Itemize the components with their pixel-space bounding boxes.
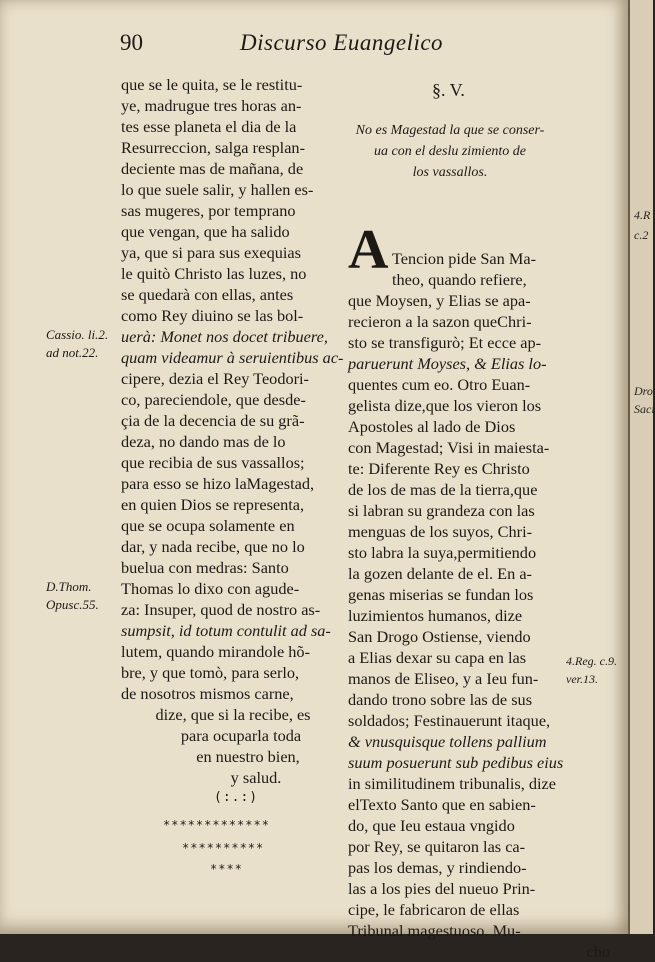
summary-line: ua con el deslu zimiento de — [373, 144, 527, 159]
page-number: 90 — [120, 30, 143, 55]
running-title: Discurso Euangelico — [240, 30, 444, 55]
margin-note-cassiodorus — [46, 326, 108, 362]
facing-page-note: Dro — [634, 384, 653, 398]
text-line: dar, y nada recibe, que no lo — [121, 537, 305, 556]
margin-note-thomas — [46, 578, 99, 614]
text-line: en quien Dios se representa, — [121, 495, 305, 514]
text-line: soldados; Festinauerunt itaque, — [348, 711, 551, 730]
text-line: cipe, le fabricaron de ellas — [348, 900, 520, 919]
text-line: la gozen delante de el. En a- — [348, 564, 532, 583]
section-mark: §. V. — [432, 80, 465, 100]
text-line: ya, que si para sus exequias — [121, 243, 301, 262]
text-line: çia de la decencia de su grã- — [121, 411, 305, 430]
facing-page-note: Saci — [634, 402, 655, 416]
text-line: le quitò Christo las luzes, no — [121, 264, 307, 283]
text-line: en nuestro bien, — [196, 747, 300, 766]
text-line: gelista dize,que los vieron los — [348, 396, 542, 415]
text-line: recieron a la sazon queChri- — [348, 312, 532, 331]
ornament-line: **** — [210, 862, 243, 876]
text-line: manos de Eliseo, y a Ieu fun- — [348, 669, 539, 688]
text-line: ye, madrugue tres horas an- — [121, 96, 302, 115]
text-line: menguas de los suyos, Chri- — [348, 522, 533, 541]
text-line: que Moysen, y Elias se apa- — [348, 291, 531, 310]
text-line: elTexto Santo que en sabien- — [348, 795, 536, 814]
text-line: suum posuerunt sub pedibus eius — [348, 753, 564, 772]
text-line: tes esse planeta el dia de la — [121, 117, 297, 136]
margin-note-line: Cassio. li.2. — [46, 327, 109, 342]
text-line: Thomas lo dixo con agude- — [121, 579, 300, 598]
text-line: a Elias dexar su capa en las — [348, 648, 527, 667]
ornament-line: ********** — [182, 841, 265, 855]
text-line: pas los demas, y rindiendo- — [348, 858, 527, 877]
text-line: con Magestad; Visi in maiesta- — [348, 438, 550, 457]
margin-note-line: ver.13. — [566, 672, 598, 686]
text-line: quam videamur à seruientibus ac- — [121, 348, 344, 367]
margin-note-kings — [566, 652, 617, 688]
text-line: y salud. — [230, 768, 282, 787]
text-line: que se ocupa solamente en — [121, 516, 295, 535]
margin-note-line: 4.Reg. c.9. — [566, 654, 617, 668]
text-line: deciente mas de mañana, de — [121, 159, 304, 178]
text-line: sto labra la suya,permitiendo — [348, 543, 537, 562]
section-summary — [350, 120, 550, 183]
text-line: uerà: Monet nos docet tribuere, — [121, 327, 328, 346]
text-line: dize, que si la recibe, es — [155, 705, 311, 724]
text-line: buelua con medras: Santo — [121, 558, 289, 577]
text-line: bre, y que tomò, para serlo, — [121, 663, 300, 682]
left-column — [121, 74, 344, 788]
text-line: que se le quita, se le restitu- — [121, 75, 303, 94]
text-line: de los de mas de la tierra,que — [348, 480, 538, 499]
text-line: luzimientos humanos, dize — [348, 606, 523, 625]
text-line: por Rey, se quitaron las ca- — [348, 837, 526, 856]
text-line: si labran su grandeza con las — [348, 501, 535, 520]
facing-page-note: 4.R — [634, 208, 651, 222]
text-line: Resurreccion, salga resplan- — [121, 138, 305, 157]
text-line: Tribunal magestuoso. Mu- — [348, 921, 521, 940]
text-line: in similitudinem tribunalis, dize — [348, 774, 557, 793]
text-line: de nosotros mismos carne, — [121, 684, 294, 703]
text-line: sas mugeres, por temprano — [121, 201, 296, 220]
text-line: paruerunt Moyses, & Elias lo- — [348, 354, 547, 373]
text-line: co, pareciendole, que desde- — [121, 390, 306, 409]
right-column — [348, 248, 610, 962]
text-line: cho — [586, 942, 610, 961]
text-line: za: Insuper, quod de nostro as- — [121, 600, 321, 619]
text-line: dando trono sobre las de sus — [348, 690, 533, 709]
facing-page-note: c.2 — [634, 228, 649, 242]
margin-note-line: ad not.22. — [46, 345, 99, 360]
text-line: sumpsit, id totum contulit ad sa- — [121, 621, 331, 640]
text-line: do, que Ieu estaua vngido — [348, 816, 515, 835]
text-line: para esso se hizo laMagestad, — [121, 474, 315, 493]
text-line: lutem, quando mirandole hõ- — [121, 642, 310, 661]
drop-cap: A — [348, 219, 389, 281]
text-line: cipere, dezia el Rey Teodori- — [121, 369, 309, 388]
ornament-line: (:.:) — [214, 790, 259, 805]
summary-line: los vassallos. — [412, 165, 488, 180]
text-line: & vnusquisque tollens pallium — [348, 732, 547, 751]
text-line: Apostoles al lado de Dios — [348, 417, 516, 436]
text-line: sto se transfigurò; Et ecce ap- — [348, 333, 542, 352]
text-line: San Drogo Ostiense, viendo — [348, 627, 531, 646]
text-line: lo que suele salir, y hallen es- — [121, 180, 314, 199]
ornament-line: ************* — [163, 818, 270, 832]
text-line: como Rey diuino se las bol- — [121, 306, 304, 325]
margin-note-line: Opusc.55. — [46, 597, 99, 612]
text-line: te: Diferente Rey es Christo — [348, 459, 530, 478]
text-line: genas miserias se fundan los — [348, 585, 534, 604]
text-line: deza, no dando mas de lo — [121, 432, 286, 451]
text-line: las a los pies del nueuo Prin- — [348, 879, 536, 898]
text-line: que recibia de sus vassallos; — [121, 453, 305, 472]
text-line: se quedarà con ellas, antes — [121, 285, 294, 304]
text-line: para ocuparla toda — [180, 726, 302, 745]
text-line: theo, quando refiere, — [392, 270, 527, 289]
text-line: que vengan, que ha salido — [121, 222, 290, 241]
summary-line: No es Magestad la que se conser- — [355, 123, 545, 138]
text-line: Tencion pide San Ma- — [392, 249, 536, 268]
margin-note-line: D.Thom. — [46, 579, 92, 594]
text-line: quentes cum eo. Otro Euan- — [348, 375, 531, 394]
facing-page-edge — [628, 0, 653, 934]
